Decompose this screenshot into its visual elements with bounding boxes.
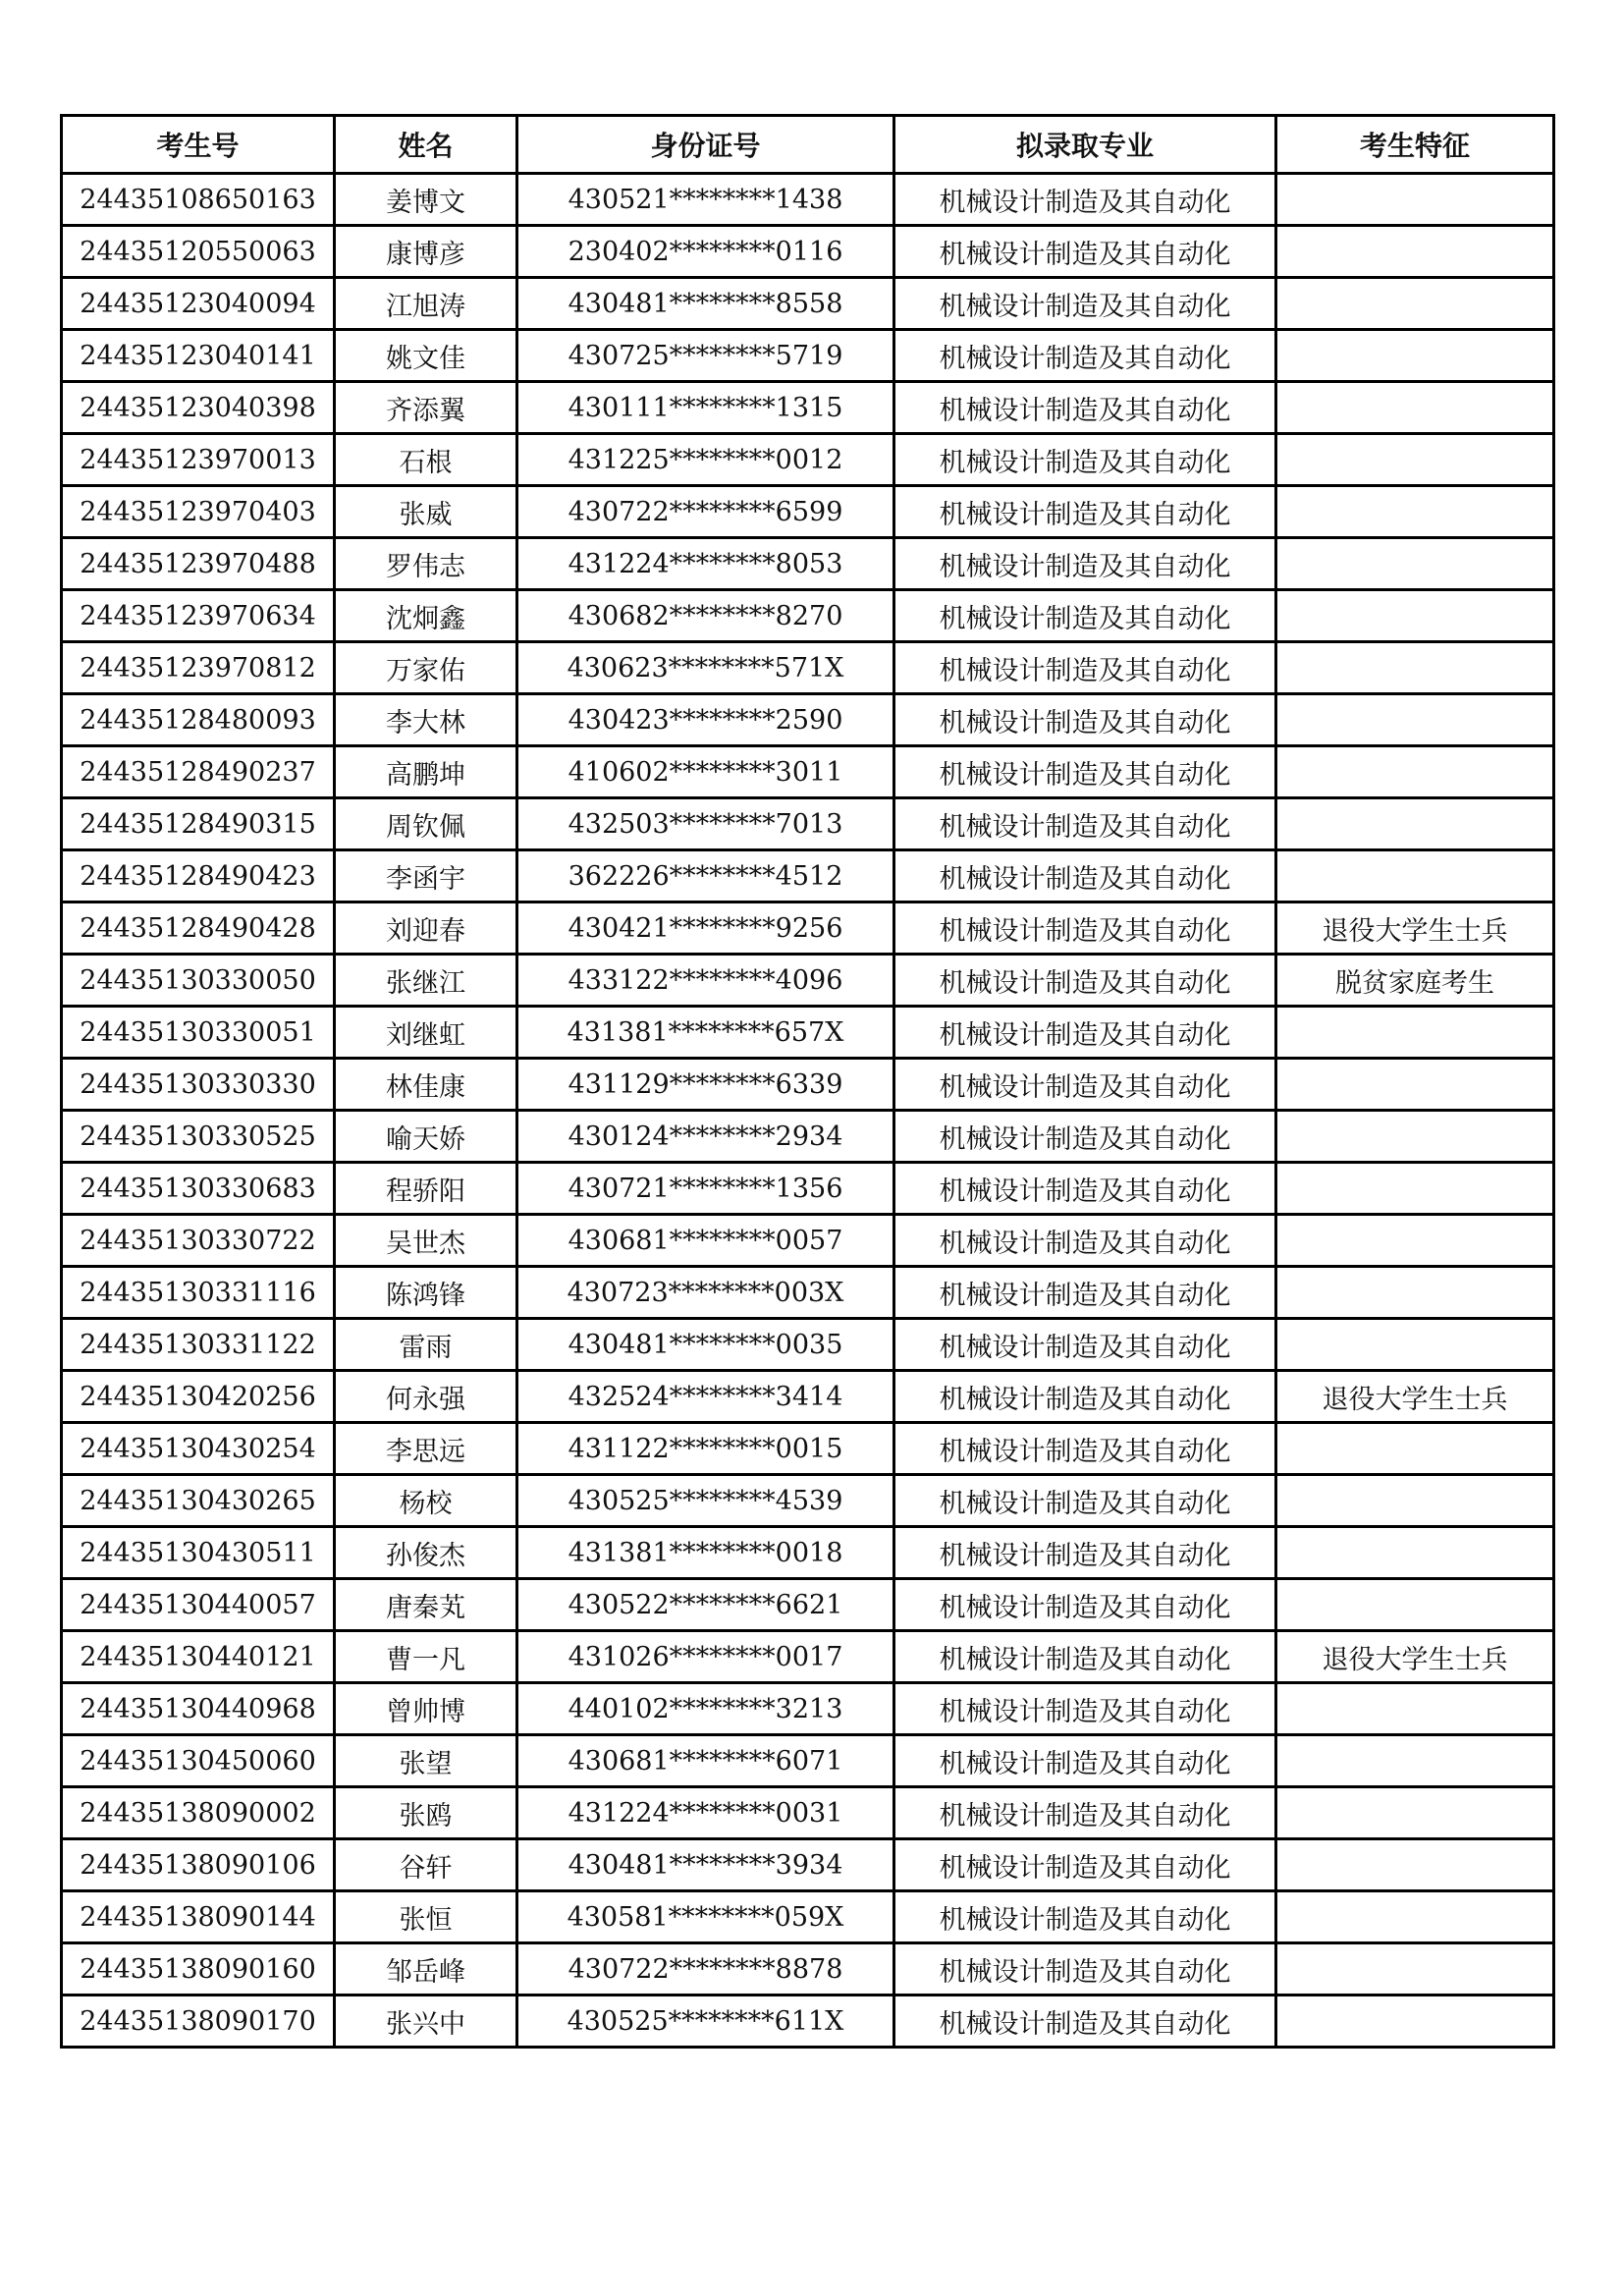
table-row bbox=[62, 1995, 1554, 2048]
table-row bbox=[62, 1631, 1554, 1683]
table-row bbox=[62, 330, 1554, 382]
cell-name: 刘继虹 bbox=[335, 1007, 517, 1059]
cell-name: 曹一凡 bbox=[335, 1631, 517, 1683]
cell-candidate-feature bbox=[1276, 1787, 1554, 1839]
cell-exam-number: 24435130440968 bbox=[62, 1683, 335, 1735]
cell-name: 雷雨 bbox=[335, 1319, 517, 1371]
cell-exam-number: 24435130430254 bbox=[62, 1423, 335, 1475]
cell-name: 刘迎春 bbox=[335, 902, 517, 955]
cell-candidate-feature bbox=[1276, 850, 1554, 902]
cell-exam-number: 24435130330683 bbox=[62, 1163, 335, 1215]
cell-id-number: 430722********6599 bbox=[517, 486, 894, 538]
cell-major: 机械设计制造及其自动化 bbox=[894, 1683, 1276, 1735]
cell-id-number: 430723********003X bbox=[517, 1267, 894, 1319]
cell-candidate-feature bbox=[1276, 1839, 1554, 1891]
admission-table bbox=[60, 114, 1555, 2049]
cell-id-number: 430481********0035 bbox=[517, 1319, 894, 1371]
cell-candidate-feature bbox=[1276, 1891, 1554, 1943]
cell-candidate-feature bbox=[1276, 1943, 1554, 1995]
table-row bbox=[62, 1319, 1554, 1371]
cell-name: 沈炯鑫 bbox=[335, 590, 517, 642]
table-row bbox=[62, 174, 1554, 226]
cell-candidate-feature: 退役大学生士兵 bbox=[1276, 1371, 1554, 1423]
cell-name: 李思远 bbox=[335, 1423, 517, 1475]
cell-id-number: 430721********1356 bbox=[517, 1163, 894, 1215]
table-body bbox=[62, 174, 1554, 2048]
cell-name: 喻天娇 bbox=[335, 1111, 517, 1163]
cell-major: 机械设计制造及其自动化 bbox=[894, 1423, 1276, 1475]
table-row bbox=[62, 850, 1554, 902]
cell-id-number: 430623********571X bbox=[517, 642, 894, 694]
cell-id-number: 430525********4539 bbox=[517, 1475, 894, 1527]
cell-major: 机械设计制造及其自动化 bbox=[894, 1527, 1276, 1579]
cell-name: 李大林 bbox=[335, 694, 517, 746]
cell-exam-number: 24435138090160 bbox=[62, 1943, 335, 1995]
table-row bbox=[62, 278, 1554, 330]
cell-major: 机械设计制造及其自动化 bbox=[894, 1215, 1276, 1267]
cell-name: 张鸥 bbox=[335, 1787, 517, 1839]
header-name: 姓名 bbox=[335, 116, 517, 174]
table-row bbox=[62, 1267, 1554, 1319]
cell-id-number: 431381********0018 bbox=[517, 1527, 894, 1579]
cell-candidate-feature: 退役大学生士兵 bbox=[1276, 1631, 1554, 1683]
table-row bbox=[62, 1059, 1554, 1111]
cell-exam-number: 24435138090144 bbox=[62, 1891, 335, 1943]
cell-candidate-feature bbox=[1276, 1579, 1554, 1631]
table-row bbox=[62, 955, 1554, 1007]
cell-exam-number: 24435130450060 bbox=[62, 1735, 335, 1787]
table-row bbox=[62, 746, 1554, 798]
cell-candidate-feature bbox=[1276, 590, 1554, 642]
cell-name: 张兴中 bbox=[335, 1995, 517, 2048]
cell-id-number: 430522********6621 bbox=[517, 1579, 894, 1631]
cell-name: 姜博文 bbox=[335, 174, 517, 226]
cell-id-number: 430423********2590 bbox=[517, 694, 894, 746]
cell-candidate-feature bbox=[1276, 174, 1554, 226]
cell-candidate-feature bbox=[1276, 278, 1554, 330]
cell-exam-number: 24435123970488 bbox=[62, 538, 335, 590]
cell-name: 谷轩 bbox=[335, 1839, 517, 1891]
cell-exam-number: 24435123970013 bbox=[62, 434, 335, 486]
cell-exam-number: 24435138090002 bbox=[62, 1787, 335, 1839]
cell-name: 孙俊杰 bbox=[335, 1527, 517, 1579]
cell-exam-number: 24435130420256 bbox=[62, 1371, 335, 1423]
cell-major: 机械设计制造及其自动化 bbox=[894, 1787, 1276, 1839]
cell-major: 机械设计制造及其自动化 bbox=[894, 1943, 1276, 1995]
table-row bbox=[62, 798, 1554, 850]
cell-major: 机械设计制造及其自动化 bbox=[894, 1059, 1276, 1111]
cell-name: 何永强 bbox=[335, 1371, 517, 1423]
cell-id-number: 430481********3934 bbox=[517, 1839, 894, 1891]
cell-id-number: 230402********0116 bbox=[517, 226, 894, 278]
cell-candidate-feature bbox=[1276, 434, 1554, 486]
cell-major: 机械设计制造及其自动化 bbox=[894, 278, 1276, 330]
cell-candidate-feature bbox=[1276, 1475, 1554, 1527]
table-row bbox=[62, 1111, 1554, 1163]
cell-name: 姚文佳 bbox=[335, 330, 517, 382]
cell-name: 张望 bbox=[335, 1735, 517, 1787]
table-row bbox=[62, 1527, 1554, 1579]
cell-exam-number: 24435128490423 bbox=[62, 850, 335, 902]
table-row bbox=[62, 1215, 1554, 1267]
cell-candidate-feature bbox=[1276, 1111, 1554, 1163]
cell-exam-number: 24435130330050 bbox=[62, 955, 335, 1007]
cell-major: 机械设计制造及其自动化 bbox=[894, 642, 1276, 694]
cell-id-number: 430681********0057 bbox=[517, 1215, 894, 1267]
cell-id-number: 430525********611X bbox=[517, 1995, 894, 2048]
cell-name: 张继江 bbox=[335, 955, 517, 1007]
cell-name: 齐添翼 bbox=[335, 382, 517, 434]
cell-exam-number: 24435130330722 bbox=[62, 1215, 335, 1267]
cell-exam-number: 24435123040094 bbox=[62, 278, 335, 330]
cell-major: 机械设计制造及其自动化 bbox=[894, 1319, 1276, 1371]
table-row bbox=[62, 434, 1554, 486]
cell-major: 机械设计制造及其自动化 bbox=[894, 955, 1276, 1007]
cell-exam-number: 24435130440057 bbox=[62, 1579, 335, 1631]
cell-major: 机械设计制造及其自动化 bbox=[894, 434, 1276, 486]
cell-major: 机械设计制造及其自动化 bbox=[894, 174, 1276, 226]
cell-candidate-feature bbox=[1276, 1163, 1554, 1215]
table-row bbox=[62, 642, 1554, 694]
cell-exam-number: 24435130331122 bbox=[62, 1319, 335, 1371]
table-row bbox=[62, 1787, 1554, 1839]
cell-candidate-feature bbox=[1276, 1683, 1554, 1735]
cell-exam-number: 24435128490237 bbox=[62, 746, 335, 798]
cell-exam-number: 24435130430265 bbox=[62, 1475, 335, 1527]
header-exam-number: 考生号 bbox=[62, 116, 335, 174]
cell-exam-number: 24435130440121 bbox=[62, 1631, 335, 1683]
cell-id-number: 430124********2934 bbox=[517, 1111, 894, 1163]
cell-candidate-feature: 退役大学生士兵 bbox=[1276, 902, 1554, 955]
cell-id-number: 430682********8270 bbox=[517, 590, 894, 642]
cell-exam-number: 24435128490315 bbox=[62, 798, 335, 850]
cell-major: 机械设计制造及其自动化 bbox=[894, 538, 1276, 590]
cell-candidate-feature bbox=[1276, 1423, 1554, 1475]
cell-id-number: 440102********3213 bbox=[517, 1683, 894, 1735]
document-page bbox=[60, 114, 1555, 2049]
header-major: 拟录取专业 bbox=[894, 116, 1276, 174]
cell-major: 机械设计制造及其自动化 bbox=[894, 226, 1276, 278]
table-row bbox=[62, 1891, 1554, 1943]
cell-name: 曾帅博 bbox=[335, 1683, 517, 1735]
cell-major: 机械设计制造及其自动化 bbox=[894, 1995, 1276, 2048]
table-row bbox=[62, 486, 1554, 538]
cell-id-number: 431122********0015 bbox=[517, 1423, 894, 1475]
cell-name: 罗伟志 bbox=[335, 538, 517, 590]
cell-exam-number: 24435128480093 bbox=[62, 694, 335, 746]
cell-exam-number: 24435138090106 bbox=[62, 1839, 335, 1891]
cell-candidate-feature: 脱贫家庭考生 bbox=[1276, 955, 1554, 1007]
cell-id-number: 430725********5719 bbox=[517, 330, 894, 382]
cell-major: 机械设计制造及其自动化 bbox=[894, 902, 1276, 955]
table-row bbox=[62, 1423, 1554, 1475]
cell-id-number: 431129********6339 bbox=[517, 1059, 894, 1111]
cell-exam-number: 24435120550063 bbox=[62, 226, 335, 278]
table-row bbox=[62, 1371, 1554, 1423]
table-row bbox=[62, 1943, 1554, 1995]
cell-candidate-feature bbox=[1276, 226, 1554, 278]
cell-name: 唐秦芄 bbox=[335, 1579, 517, 1631]
cell-name: 程骄阳 bbox=[335, 1163, 517, 1215]
cell-id-number: 410602********3011 bbox=[517, 746, 894, 798]
cell-major: 机械设计制造及其自动化 bbox=[894, 1111, 1276, 1163]
cell-major: 机械设计制造及其自动化 bbox=[894, 330, 1276, 382]
cell-major: 机械设计制造及其自动化 bbox=[894, 1839, 1276, 1891]
cell-name: 邹岳峰 bbox=[335, 1943, 517, 1995]
table-row bbox=[62, 538, 1554, 590]
cell-major: 机械设计制造及其自动化 bbox=[894, 1163, 1276, 1215]
cell-major: 机械设计制造及其自动化 bbox=[894, 1267, 1276, 1319]
cell-major: 机械设计制造及其自动化 bbox=[894, 590, 1276, 642]
cell-exam-number: 24435123970403 bbox=[62, 486, 335, 538]
cell-name: 陈鸿锋 bbox=[335, 1267, 517, 1319]
cell-candidate-feature bbox=[1276, 538, 1554, 590]
cell-name: 万家佑 bbox=[335, 642, 517, 694]
cell-major: 机械设计制造及其自动化 bbox=[894, 486, 1276, 538]
cell-major: 机械设计制造及其自动化 bbox=[894, 1631, 1276, 1683]
header-id-number: 身份证号 bbox=[517, 116, 894, 174]
cell-candidate-feature bbox=[1276, 486, 1554, 538]
cell-exam-number: 24435123040398 bbox=[62, 382, 335, 434]
cell-name: 杨校 bbox=[335, 1475, 517, 1527]
cell-id-number: 431224********0031 bbox=[517, 1787, 894, 1839]
cell-id-number: 430111********1315 bbox=[517, 382, 894, 434]
table-header-row bbox=[62, 116, 1554, 174]
cell-candidate-feature bbox=[1276, 1527, 1554, 1579]
cell-id-number: 431224********8053 bbox=[517, 538, 894, 590]
cell-exam-number: 24435123040141 bbox=[62, 330, 335, 382]
cell-major: 机械设计制造及其自动化 bbox=[894, 850, 1276, 902]
cell-candidate-feature bbox=[1276, 746, 1554, 798]
cell-candidate-feature bbox=[1276, 1059, 1554, 1111]
table-row bbox=[62, 1475, 1554, 1527]
table-row bbox=[62, 1839, 1554, 1891]
cell-candidate-feature bbox=[1276, 1267, 1554, 1319]
table-row bbox=[62, 1007, 1554, 1059]
cell-major: 机械设计制造及其自动化 bbox=[894, 1891, 1276, 1943]
cell-major: 机械设计制造及其自动化 bbox=[894, 746, 1276, 798]
cell-id-number: 430521********1438 bbox=[517, 174, 894, 226]
cell-exam-number: 24435130330330 bbox=[62, 1059, 335, 1111]
cell-major: 机械设计制造及其自动化 bbox=[894, 694, 1276, 746]
cell-name: 高鹏坤 bbox=[335, 746, 517, 798]
cell-candidate-feature bbox=[1276, 1007, 1554, 1059]
cell-candidate-feature bbox=[1276, 330, 1554, 382]
cell-id-number: 430722********8878 bbox=[517, 1943, 894, 1995]
table-row bbox=[62, 902, 1554, 955]
cell-major: 机械设计制造及其自动化 bbox=[894, 1735, 1276, 1787]
cell-name: 吴世杰 bbox=[335, 1215, 517, 1267]
cell-exam-number: 24435130330525 bbox=[62, 1111, 335, 1163]
cell-id-number: 430581********059X bbox=[517, 1891, 894, 1943]
cell-exam-number: 24435123970634 bbox=[62, 590, 335, 642]
cell-exam-number: 24435138090170 bbox=[62, 1995, 335, 2048]
cell-candidate-feature bbox=[1276, 1319, 1554, 1371]
table-row bbox=[62, 382, 1554, 434]
cell-exam-number: 24435123970812 bbox=[62, 642, 335, 694]
cell-name: 张威 bbox=[335, 486, 517, 538]
table-row bbox=[62, 226, 1554, 278]
table-row bbox=[62, 1579, 1554, 1631]
cell-id-number: 430481********8558 bbox=[517, 278, 894, 330]
table-row bbox=[62, 1735, 1554, 1787]
cell-candidate-feature bbox=[1276, 1215, 1554, 1267]
cell-candidate-feature bbox=[1276, 694, 1554, 746]
cell-major: 机械设计制造及其自动化 bbox=[894, 1475, 1276, 1527]
cell-name: 石根 bbox=[335, 434, 517, 486]
cell-name: 江旭涛 bbox=[335, 278, 517, 330]
table-row bbox=[62, 1683, 1554, 1735]
cell-id-number: 430421********9256 bbox=[517, 902, 894, 955]
cell-exam-number: 24435130430511 bbox=[62, 1527, 335, 1579]
cell-id-number: 432503********7013 bbox=[517, 798, 894, 850]
cell-exam-number: 24435130330051 bbox=[62, 1007, 335, 1059]
cell-major: 机械设计制造及其自动化 bbox=[894, 798, 1276, 850]
cell-name: 张恒 bbox=[335, 1891, 517, 1943]
cell-major: 机械设计制造及其自动化 bbox=[894, 1371, 1276, 1423]
cell-id-number: 431381********657X bbox=[517, 1007, 894, 1059]
cell-major: 机械设计制造及其自动化 bbox=[894, 1007, 1276, 1059]
cell-major: 机械设计制造及其自动化 bbox=[894, 1579, 1276, 1631]
cell-id-number: 362226********4512 bbox=[517, 850, 894, 902]
cell-candidate-feature bbox=[1276, 382, 1554, 434]
cell-id-number: 433122********4096 bbox=[517, 955, 894, 1007]
cell-name: 周钦佩 bbox=[335, 798, 517, 850]
cell-candidate-feature bbox=[1276, 798, 1554, 850]
table-row bbox=[62, 694, 1554, 746]
cell-name: 康博彦 bbox=[335, 226, 517, 278]
cell-id-number: 431225********0012 bbox=[517, 434, 894, 486]
cell-candidate-feature bbox=[1276, 1995, 1554, 2048]
cell-candidate-feature bbox=[1276, 642, 1554, 694]
header-candidate-feature: 考生特征 bbox=[1276, 116, 1554, 174]
cell-exam-number: 24435130331116 bbox=[62, 1267, 335, 1319]
cell-name: 林佳康 bbox=[335, 1059, 517, 1111]
cell-name: 李函宇 bbox=[335, 850, 517, 902]
cell-exam-number: 24435128490428 bbox=[62, 902, 335, 955]
table-row bbox=[62, 1163, 1554, 1215]
cell-candidate-feature bbox=[1276, 1735, 1554, 1787]
cell-id-number: 431026********0017 bbox=[517, 1631, 894, 1683]
cell-exam-number: 24435108650163 bbox=[62, 174, 335, 226]
table-row bbox=[62, 590, 1554, 642]
cell-id-number: 430681********6071 bbox=[517, 1735, 894, 1787]
cell-major: 机械设计制造及其自动化 bbox=[894, 382, 1276, 434]
cell-id-number: 432524********3414 bbox=[517, 1371, 894, 1423]
